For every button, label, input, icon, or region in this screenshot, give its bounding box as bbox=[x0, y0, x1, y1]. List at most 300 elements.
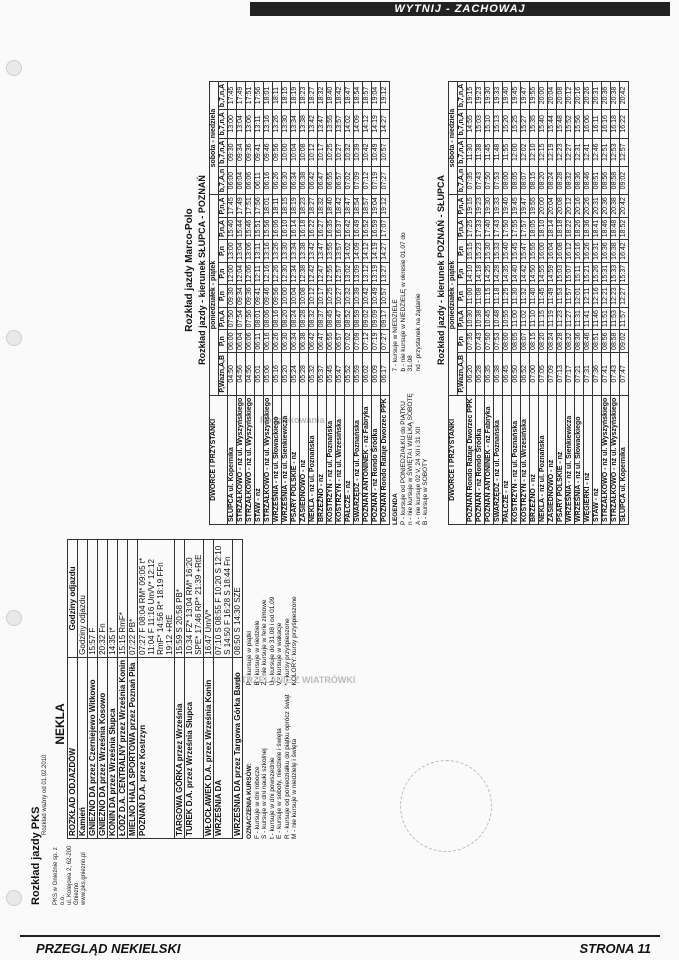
departure-time: 13:06 bbox=[246, 110, 255, 138]
departure-time: 09:34 bbox=[237, 285, 246, 308]
departure-time: 18:42 bbox=[336, 195, 345, 218]
departure-time: 07:47 bbox=[619, 352, 628, 395]
departure-time: 13:00 bbox=[228, 240, 237, 263]
column-header: P,n bbox=[219, 285, 228, 308]
departure-time: 15:40 bbox=[502, 240, 511, 263]
departure-time: 08:58 bbox=[610, 330, 619, 353]
departure-time: 15:48 bbox=[556, 110, 565, 138]
departure-time: 09:46 bbox=[264, 285, 273, 308]
departure-time: 08:37 bbox=[318, 307, 327, 330]
departure-time: 13:30 bbox=[282, 110, 291, 138]
stop-name: KOSTRZYN - nż ul. Poznańska bbox=[327, 395, 336, 524]
departure-time: 19:45 bbox=[511, 195, 520, 218]
column-header: P,n,A bbox=[219, 195, 228, 218]
departure-time: 13:16 bbox=[264, 240, 273, 263]
departure-time: 10:27 bbox=[336, 138, 345, 166]
legend-item: 7 - kursuje w NIEDZIELE bbox=[392, 299, 399, 372]
departure-time: 20:31 bbox=[592, 81, 601, 109]
departure-time: 06:28 bbox=[475, 352, 484, 395]
stop-name: WRZEŚNIA - nż ul. Sienkiewicza bbox=[282, 395, 291, 524]
departure-time: 14:19 bbox=[372, 110, 381, 138]
departure-time: 17:45 bbox=[228, 195, 237, 218]
departure-time: 15:37 bbox=[619, 262, 628, 285]
pks-row bbox=[118, 540, 128, 839]
departure-time: 11:57 bbox=[565, 285, 574, 308]
departure-time: 08:58 bbox=[610, 166, 619, 194]
departure-time: 08:20 bbox=[538, 330, 547, 353]
departure-time: 05:32 bbox=[309, 352, 318, 395]
departure-time: 12:23 bbox=[556, 138, 565, 166]
pks-col-times: Godziny odjazdu bbox=[68, 540, 78, 658]
departure-time: 14:12 bbox=[363, 110, 372, 138]
departure-time: 18:23 bbox=[300, 81, 309, 109]
pks-times: 07:10 S 08:55 F 10:20 S 12:10 S 14:50 F 16:28 S 18:44 Fn bbox=[214, 540, 233, 658]
departure-time: 10:57 bbox=[381, 138, 390, 166]
departure-time: 15:56 bbox=[574, 110, 583, 138]
departure-time: 09:41 bbox=[255, 138, 264, 166]
stop-name: WĘGIERKI - nż bbox=[583, 395, 592, 524]
departure-time: 13:42 bbox=[309, 110, 318, 138]
departure-time: 08:00 bbox=[502, 330, 511, 353]
departure-time: 19:33 bbox=[493, 81, 502, 109]
departure-time: 07:21 bbox=[574, 352, 583, 395]
departure-time: 06:20 bbox=[466, 352, 475, 395]
pks-times: 07:22 PB* bbox=[128, 540, 138, 658]
departure-time: 20:42 bbox=[619, 195, 628, 218]
departure-time: 07:19 bbox=[372, 330, 381, 353]
stop-name: POZNAŃ - nż Rondo Śródka bbox=[475, 395, 484, 524]
timetable-row bbox=[484, 81, 493, 524]
departure-time: 16:35 bbox=[327, 217, 336, 240]
departure-time: 15:33 bbox=[610, 262, 619, 285]
departure-time: 07:43 bbox=[610, 352, 619, 395]
departure-time: 08:05 bbox=[511, 330, 520, 353]
departure-time: 06:50 bbox=[511, 352, 520, 395]
pks-row bbox=[78, 540, 88, 839]
departure-time: 18:48 bbox=[610, 217, 619, 240]
departure-time: 17:49 bbox=[237, 81, 246, 109]
departure-time: 07:50 bbox=[484, 330, 493, 353]
departure-time: 18:32 bbox=[318, 195, 327, 218]
departure-time: 05:01 bbox=[255, 352, 264, 395]
departure-time: 12:04 bbox=[237, 262, 246, 285]
departure-time: 20:08 bbox=[556, 195, 565, 218]
departure-time: 08:01 bbox=[255, 307, 264, 330]
departure-time: 15:21 bbox=[583, 262, 592, 285]
departure-time: 18:42 bbox=[336, 81, 345, 109]
pks-row bbox=[128, 540, 138, 839]
departure-time: 13:04 bbox=[237, 240, 246, 263]
departure-time: 07:09 bbox=[354, 330, 363, 353]
departure-time: 12:42 bbox=[309, 262, 318, 285]
timetable-row bbox=[619, 81, 628, 524]
stop-name: SWARZĘDZ - nż ul. Poznańska bbox=[493, 395, 502, 524]
departure-time: 07:56 bbox=[246, 307, 255, 330]
departure-time: 18:40 bbox=[327, 81, 336, 109]
departure-time: 08:24 bbox=[547, 330, 556, 353]
pks-destination: WŁOCŁAWEK D.A. przez Września Konin bbox=[204, 657, 214, 838]
departure-time: 13:47 bbox=[318, 240, 327, 263]
timetable-row bbox=[601, 81, 610, 524]
departure-time: 10:45 bbox=[484, 307, 493, 330]
pks-legend-item: F - kursuje w dni robocze bbox=[253, 766, 261, 839]
pks-times: 20:32 Fn bbox=[98, 540, 108, 658]
column-header: P,n,A bbox=[457, 307, 466, 330]
stop-name: SŁUPCA ul. Kopernika bbox=[228, 395, 237, 524]
departure-time: 07:43 bbox=[475, 166, 484, 194]
departure-time: 09:36 bbox=[246, 138, 255, 166]
pks-valid-note: Rozkład ważny od 01.02.2010 bbox=[42, 754, 48, 835]
departure-time: 15:45 bbox=[511, 240, 520, 263]
column-header: b,7,A,n bbox=[219, 166, 228, 194]
departure-time: 10:49 bbox=[372, 285, 381, 308]
departure-time: 07:09 bbox=[354, 166, 363, 194]
departure-time: 17:25 bbox=[466, 217, 475, 240]
timetable-row bbox=[255, 81, 264, 524]
stop-name: POZNAŃ ANTONINEK - nż Fabryka bbox=[484, 395, 493, 524]
pks-station: NEKLA bbox=[53, 703, 67, 745]
departure-time: 12:30 bbox=[282, 262, 291, 285]
departure-time: 18:18 bbox=[556, 217, 565, 240]
departure-time: 06:38 bbox=[300, 166, 309, 194]
pks-row bbox=[185, 540, 204, 839]
departure-time: 12:31 bbox=[574, 138, 583, 166]
column-header: P,n bbox=[219, 262, 228, 285]
departure-time: 08:51 bbox=[592, 166, 601, 194]
departure-time: 07:12 bbox=[363, 330, 372, 353]
departure-time: 17:56 bbox=[255, 81, 264, 109]
column-header: P,n,A bbox=[457, 195, 466, 218]
departure-time: 20:04 bbox=[547, 195, 556, 218]
departure-time: 08:52 bbox=[345, 307, 354, 330]
departure-time: 16:06 bbox=[273, 217, 282, 240]
departure-time: 04:56 bbox=[246, 352, 255, 395]
departure-time: 07:31 bbox=[583, 352, 592, 395]
banner-bar bbox=[250, 2, 670, 16]
departure-time: 11:02 bbox=[520, 307, 529, 330]
departure-time: 05:20 bbox=[282, 352, 291, 395]
departure-time: 10:17 bbox=[318, 138, 327, 166]
pks-destination: GNIEZNO DA przez Września Kosowo bbox=[98, 657, 108, 838]
departure-time: 16:38 bbox=[610, 240, 619, 263]
departure-time: 15:10 bbox=[484, 110, 493, 138]
departure-time: 14:09 bbox=[354, 110, 363, 138]
departure-time: 08:46 bbox=[583, 330, 592, 353]
timetable-slupca-poznan bbox=[209, 81, 390, 525]
departure-time: 17:40 bbox=[484, 217, 493, 240]
departure-time: 12:23 bbox=[610, 285, 619, 308]
departure-time: 17:07 bbox=[381, 217, 390, 240]
pks-row bbox=[138, 540, 175, 839]
departure-time: 15:20 bbox=[502, 110, 511, 138]
pks-legend-item: V - kursuje w wakacje bbox=[276, 622, 283, 686]
pks-destination: WRZEŚNIA DA bbox=[214, 657, 233, 838]
departure-time: 05:28 bbox=[300, 352, 309, 395]
departure-time: 15:40 bbox=[538, 110, 547, 138]
departure-time: 06:30 bbox=[282, 330, 291, 353]
departure-time: 07:43 bbox=[475, 330, 484, 353]
stop-name: ZASIEDNOWO - nż bbox=[300, 395, 309, 524]
departure-time: 12:11 bbox=[255, 262, 264, 285]
departure-time: 18:41 bbox=[592, 217, 601, 240]
pks-legend-item: U - kursuje do 31.08 i od 01.09 bbox=[268, 596, 276, 686]
departure-time: 14:27 bbox=[381, 240, 390, 263]
departure-time: 07:50 bbox=[228, 307, 237, 330]
departure-time: 06:09 bbox=[372, 352, 381, 395]
pks-legend-item: * - kursy przyśpieszone bbox=[283, 618, 291, 686]
departure-time: 19:12 bbox=[381, 195, 390, 218]
legend-item: b - nie kursuje w NIEDZIELĘ w okresie 01.07 do 31.08 bbox=[399, 232, 414, 372]
departure-time: 05:06 bbox=[264, 352, 273, 395]
departure-time: 15:15 bbox=[466, 240, 475, 263]
departure-time: 16:37 bbox=[336, 217, 345, 240]
stop-name: STRZAŁKOWO - nż ul. Wyszyńskiego bbox=[610, 395, 619, 524]
departure-time: 11:55 bbox=[502, 138, 511, 166]
departure-time: 13:57 bbox=[336, 240, 345, 263]
faded-heading-1: Podziękowania bbox=[260, 415, 325, 425]
stops-header: DWORCE I PRZYSTANKI bbox=[448, 395, 466, 524]
stop-name: PSARY POLSKIE - nż bbox=[556, 395, 565, 524]
departure-time: 06:47 bbox=[318, 330, 327, 353]
marco-polo-title: Rozkład jazdy Marco-Polo bbox=[184, 208, 195, 332]
departure-time: 09:09 bbox=[372, 307, 381, 330]
departure-time: 09:56 bbox=[273, 138, 282, 166]
departure-time: 08:46 bbox=[583, 166, 592, 194]
departure-time: 12:10 bbox=[529, 138, 538, 166]
departure-time: 10:12 bbox=[309, 138, 318, 166]
weekday-header: poniedziałek - piątek bbox=[210, 195, 219, 395]
departure-time: 09:30 bbox=[228, 138, 237, 166]
departure-time: 20:36 bbox=[601, 81, 610, 109]
departure-time: 08:24 bbox=[291, 307, 300, 330]
departure-time: 18:54 bbox=[354, 81, 363, 109]
departure-time: 13:30 bbox=[282, 240, 291, 263]
departure-time: 07:53 bbox=[493, 166, 502, 194]
departure-time: 07:53 bbox=[493, 330, 502, 353]
departure-time: 14:40 bbox=[511, 262, 520, 285]
departure-time: 13:27 bbox=[381, 262, 390, 285]
pks-legend-item: Z - nie kursuje w ferie zimowe bbox=[261, 599, 268, 686]
departure-time: 12:02 bbox=[520, 138, 529, 166]
departure-time: 12:41 bbox=[583, 138, 592, 166]
stop-name: POZNAŃ - nż Rondo Śródka bbox=[372, 395, 381, 524]
timetable-row bbox=[511, 81, 520, 524]
departure-time: 15:30 bbox=[484, 240, 493, 263]
departure-time: 06:52 bbox=[520, 352, 529, 395]
departure-time: 17:51 bbox=[246, 81, 255, 109]
departure-time: 11:48 bbox=[493, 138, 502, 166]
departure-time: 10:48 bbox=[493, 307, 502, 330]
pks-times: 15:15 RmF* bbox=[118, 540, 128, 658]
departure-time: 16:22 bbox=[619, 110, 628, 138]
stop-name: WRZEŚNIA - nż ul. Sienkiewicza bbox=[565, 395, 574, 524]
departure-time: 19:23 bbox=[475, 81, 484, 109]
departure-time: 11:10 bbox=[529, 307, 538, 330]
departure-time: 20:36 bbox=[601, 195, 610, 218]
departure-time: 13:42 bbox=[309, 240, 318, 263]
departure-time: 12:01 bbox=[574, 285, 583, 308]
stop-name: KOSTRZYN - nż ul. Wrzesińska bbox=[336, 395, 345, 524]
departure-time: 12:53 bbox=[610, 138, 619, 166]
departure-time: 09:56 bbox=[273, 285, 282, 308]
departure-time: 06:42 bbox=[309, 166, 318, 194]
pks-legend-item: E - kursuje w soboty, niedziele i święta bbox=[276, 728, 283, 839]
departure-time: 05:47 bbox=[336, 352, 345, 395]
departure-time: 12:16 bbox=[264, 262, 273, 285]
departure-time: 20:16 bbox=[574, 195, 583, 218]
column-header: b,7,n,A bbox=[457, 110, 466, 138]
departure-time: 05:52 bbox=[345, 352, 354, 395]
timetable-row bbox=[493, 81, 502, 524]
stop-name: PAŁCZE - nż bbox=[502, 395, 511, 524]
pks-row bbox=[175, 540, 185, 839]
column-header: b,7,n,A bbox=[219, 110, 228, 138]
departure-time: 13:02 bbox=[345, 262, 354, 285]
departure-time: 11:23 bbox=[556, 307, 565, 330]
departure-time: 16:36 bbox=[601, 240, 610, 263]
departure-time: 19:55 bbox=[529, 81, 538, 109]
pks-legend-item: R - kursuje od poniedziałku do piątku oprócz świąt bbox=[283, 694, 291, 839]
pks-times: 15:57 F bbox=[88, 540, 98, 658]
stop-name: STRZAŁKOWO - nż ul. Wyszyńskiego bbox=[237, 395, 246, 524]
departure-time: 05:45 bbox=[327, 352, 336, 395]
departure-time: 12:16 bbox=[592, 285, 601, 308]
weekend-header: sobota - niedziela bbox=[210, 81, 219, 194]
departure-time: 11:31 bbox=[574, 307, 583, 330]
departure-time: 10:32 bbox=[345, 285, 354, 308]
departure-time: 13:55 bbox=[327, 110, 336, 138]
departure-time: 16:52 bbox=[363, 217, 372, 240]
departure-time: 09:02 bbox=[619, 166, 628, 194]
timetable-row bbox=[547, 81, 556, 524]
departure-time: 08:45 bbox=[327, 307, 336, 330]
departure-time: 13:11 bbox=[255, 240, 264, 263]
departure-time: 10:42 bbox=[363, 138, 372, 166]
departure-time: 19:04 bbox=[372, 81, 381, 109]
departure-time: 14:10 bbox=[466, 262, 475, 285]
departure-time: 06:02 bbox=[363, 352, 372, 395]
departure-time: 07:41 bbox=[601, 352, 610, 395]
departure-time: 19:55 bbox=[529, 195, 538, 218]
departure-time: 08:28 bbox=[556, 166, 565, 194]
departure-time: 20:26 bbox=[583, 81, 592, 109]
departure-time: 17:57 bbox=[520, 217, 529, 240]
departure-time: 20:12 bbox=[565, 81, 574, 109]
column-header: P,n,A bbox=[219, 307, 228, 330]
departure-time: 15:46 bbox=[246, 217, 255, 240]
timetable-row bbox=[318, 81, 327, 524]
publication-name: PRZEGLĄD NEKIELSKI bbox=[36, 941, 181, 956]
pks-title: Rozkład jazdy PKS bbox=[30, 806, 42, 905]
pks-row bbox=[204, 540, 214, 839]
departure-time: 15:11 bbox=[574, 262, 583, 285]
pks-address-line: PKS w Gnieźnie sp. z o.o. bbox=[53, 847, 66, 905]
departure-time: 11:30 bbox=[511, 285, 520, 308]
stop-name: BRZEŹNO - nż bbox=[318, 395, 327, 524]
departure-time: 11:15 bbox=[538, 307, 547, 330]
departure-time: 18:57 bbox=[363, 195, 372, 218]
departure-time: 16:10 bbox=[282, 217, 291, 240]
departure-time: 15:31 bbox=[601, 262, 610, 285]
departure-time: 05:16 bbox=[273, 352, 282, 395]
departure-time: 08:07 bbox=[520, 166, 529, 194]
departure-time: 19:33 bbox=[493, 195, 502, 218]
departure-time: 14:25 bbox=[484, 262, 493, 285]
page-footer bbox=[0, 935, 679, 957]
departure-time: 07:12 bbox=[363, 166, 372, 194]
departure-time: 17:45 bbox=[228, 81, 237, 109]
departure-time: 10:57 bbox=[381, 285, 390, 308]
departure-time: 12:38 bbox=[300, 262, 309, 285]
departure-time: 11:46 bbox=[592, 307, 601, 330]
column-header: P,n,A bbox=[219, 217, 228, 240]
pks-legend-item: t - kursuje w dni powszednie bbox=[268, 757, 276, 839]
stop-name: STAW - nż bbox=[592, 395, 601, 524]
pks-times: 10:34 FZ* 13:04 RM* 16:20 SPE* 17:46 RP* 21:39 +RtE bbox=[185, 540, 204, 658]
pks-times: 07:27 F 08:04 RM* 09:05 t* 11:04 F 11:16 Um/V* 12:12 RmF* 14:56 R* 18:19 FFn 19:12 +RtE bbox=[138, 540, 175, 658]
pks-legend-item: KOLORY: kursy przyśpieszone bbox=[291, 596, 298, 686]
departure-time: 07:27 bbox=[381, 330, 390, 353]
departure-time: 18:19 bbox=[291, 195, 300, 218]
binder-hole bbox=[6, 890, 22, 906]
departure-time: 06:16 bbox=[264, 330, 273, 353]
pks-destination: WRZEŚNIA DA przez Targowa Górka Bardo bbox=[233, 657, 243, 838]
faded-heading-2: STRZELANIE Z WIATRÓWKI bbox=[235, 675, 356, 685]
departure-time: 16:00 bbox=[538, 240, 547, 263]
stop-name: KOSTRZYN - nż ul. Poznańska bbox=[511, 395, 520, 524]
departure-time: 11:41 bbox=[583, 307, 592, 330]
departure-time: 10:25 bbox=[327, 138, 336, 166]
departure-time: 19:30 bbox=[484, 195, 493, 218]
departure-time: 18:47 bbox=[345, 81, 354, 109]
timetable-row bbox=[565, 81, 574, 524]
departure-time: 13:00 bbox=[228, 110, 237, 138]
departure-time: 07:05 bbox=[538, 352, 547, 395]
column-header: P,n bbox=[219, 330, 228, 353]
legend-item: B - kursuje w SOBOTY bbox=[422, 458, 429, 525]
pks-destination: GNIEZNO DA przez Czerniejewo Witkowo bbox=[88, 657, 98, 838]
pks-row bbox=[214, 540, 233, 839]
departure-time: 12:11 bbox=[583, 285, 592, 308]
stop-name: POZNAŃ Rondo Rataje Dworzec PPK bbox=[466, 395, 475, 524]
departure-time: 08:24 bbox=[547, 166, 556, 194]
departure-time: 11:08 bbox=[475, 285, 484, 308]
departure-time: 07:27 bbox=[381, 166, 390, 194]
timetable-row bbox=[610, 81, 619, 524]
pks-destination: Kamień bbox=[78, 657, 88, 838]
departure-time: 13:34 bbox=[291, 110, 300, 138]
departure-time: 16:49 bbox=[354, 217, 363, 240]
departure-time: 20:38 bbox=[610, 81, 619, 109]
departure-time: 18:05 bbox=[529, 217, 538, 240]
pks-legend-item: OZNACZENIA KURSÓW: bbox=[246, 763, 253, 839]
departure-time: 06:47 bbox=[318, 166, 327, 194]
departure-time: 08:00 bbox=[502, 166, 511, 194]
timetable-row bbox=[592, 81, 601, 524]
departure-time: 07:02 bbox=[345, 330, 354, 353]
departure-time: 08:47 bbox=[336, 307, 345, 330]
departure-time: 18:10 bbox=[538, 217, 547, 240]
binder-hole bbox=[6, 610, 22, 626]
departure-time: 16:16 bbox=[574, 240, 583, 263]
departure-time: 06:30 bbox=[282, 166, 291, 194]
timetable-row bbox=[574, 81, 583, 524]
departure-time: 18:01 bbox=[264, 81, 273, 109]
column-header: b,7,A,n bbox=[457, 166, 466, 194]
column-header: P,Ważn,A,B bbox=[457, 352, 466, 395]
pks-legend-item: P - kursuje w piątki bbox=[246, 631, 253, 686]
departure-time: 06:34 bbox=[291, 166, 300, 194]
